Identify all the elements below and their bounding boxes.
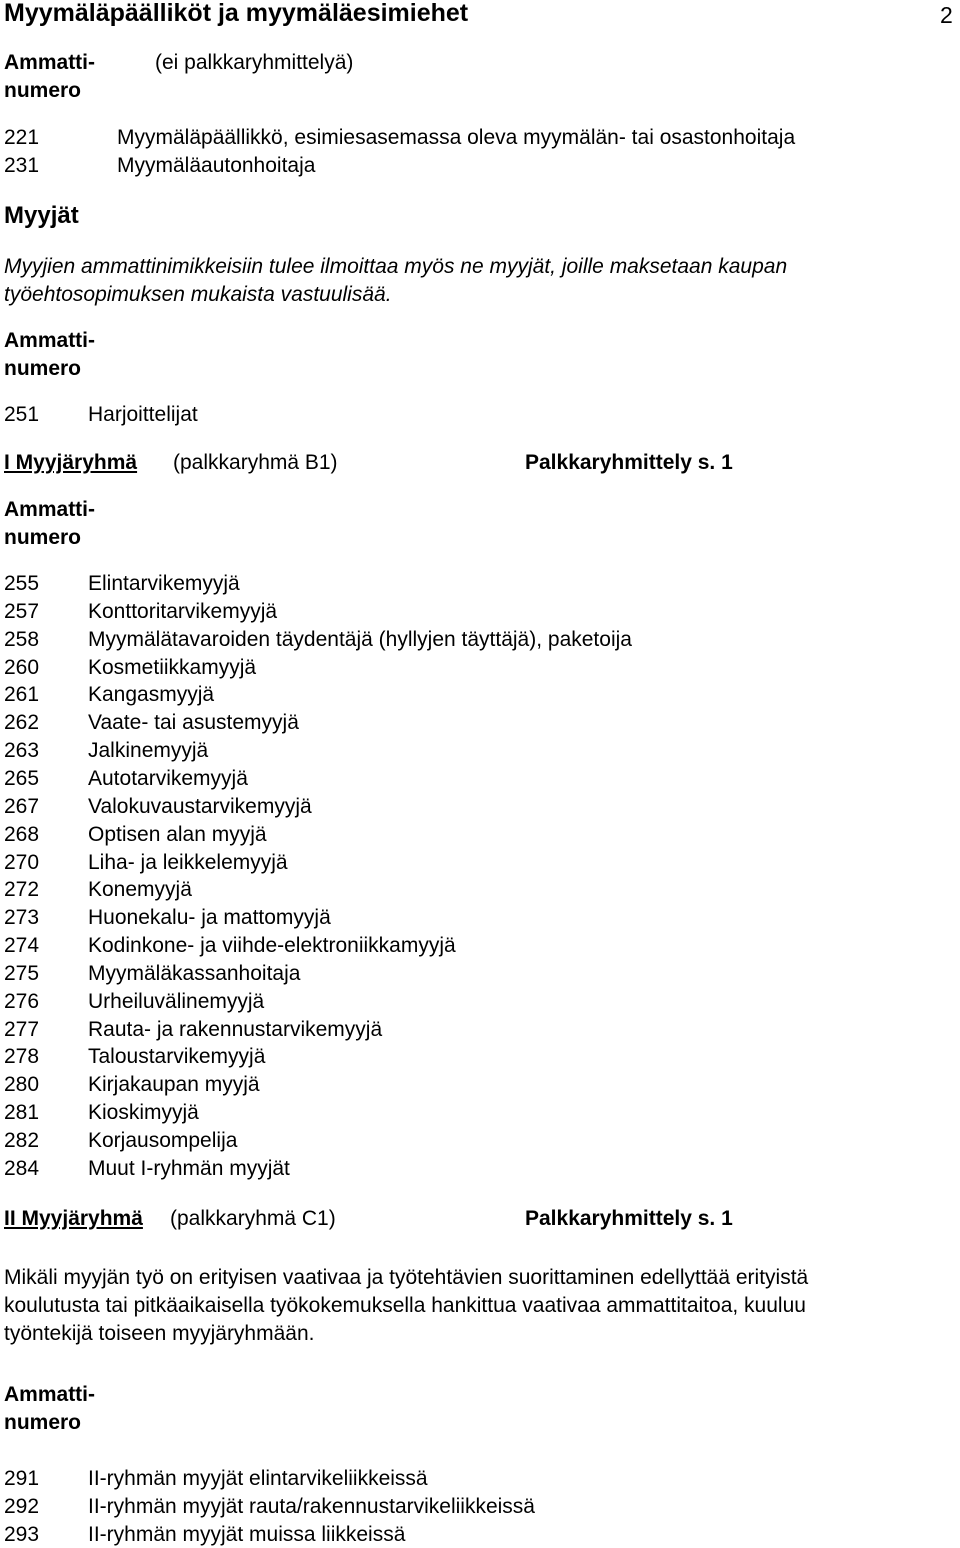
occupation-title: Myymäläpäällikkö, esimiesasemassa oleva myymälän- tai osastonhoitaja (117, 126, 796, 149)
sellers-intro-line: työehtosopimuksen mukaista vastuulisää. (4, 283, 392, 306)
group-pay-group: (palkkaryhmä C1) (170, 1207, 336, 1230)
page-title: Myymäläpäälliköt ja myymäläesimiehet (4, 0, 469, 27)
occupation-code: 274 (4, 934, 40, 958)
occupation-title: Huonekalu- ja mattomyyjä (88, 906, 331, 930)
occupation-title: II-ryhmän myyjät rauta/rakennustarvikeliikkeissä (88, 1495, 535, 1518)
sellers-intro-line: Myyjien ammattinimikkeisiin tulee ilmoittaa myös ne myyjät, joille maksetaan kaupan (4, 255, 788, 278)
group2-description-line: työntekijä toiseen myyjäryhmään. (4, 1322, 315, 1345)
group-name: II Myyjäryhmä (4, 1207, 143, 1230)
occupation-code: 231 (4, 154, 40, 177)
occupation-code: 268 (4, 822, 40, 846)
occupation-title: Liha- ja leikkelemyyjä (88, 850, 288, 874)
occupation-title: Myymälätavaroiden täydentäjä (hyllyjen täyttäjä), paketoija (88, 627, 632, 651)
occupation-code: 261 (4, 683, 40, 707)
occupation-title: Jalkinemyyjä (88, 739, 209, 763)
group2-description-line: koulutusta tai pitkäaikaisella työkokemuksella hankittua vaativaa ammattitaitoa, kuuluu (4, 1294, 806, 1317)
occupation-code: 260 (4, 655, 40, 679)
occupation-code: 293 (4, 1523, 40, 1546)
occupation-code: 221 (4, 126, 40, 149)
occupation-code: 276 (4, 989, 40, 1013)
occupation-title: Elintarvikemyyjä (88, 572, 240, 595)
occupation-code: 275 (4, 961, 40, 985)
occupation-title: Muut I-ryhmän myyjät (88, 1156, 290, 1180)
group-name: I Myyjäryhmä (4, 451, 138, 474)
group2-description-line: Mikäli myyjän työ on erityisen vaativaa ja työtehtävien suorittaminen edellyttää erityistä (4, 1266, 809, 1289)
column-label-ammatti: Ammatti- (4, 329, 96, 352)
occupation-title: Harjoittelijat (88, 403, 198, 426)
occupation-code: 284 (4, 1156, 40, 1180)
occupation-title: Kosmetiikkamyyjä (88, 655, 257, 679)
column-label-ammatti: Ammatti- (4, 1383, 96, 1406)
section-heading-myyjat: Myyjät (4, 202, 79, 229)
occupation-title: Myymäläautonhoitaja (117, 154, 316, 177)
occupation-title: Urheiluvälinemyyjä (88, 989, 265, 1013)
occupation-code: 263 (4, 739, 40, 763)
occupation-code: 267 (4, 794, 40, 818)
occupation-title: Optisen alan myyjä (88, 822, 267, 846)
occupation-code: 291 (4, 1467, 40, 1490)
group-pay-group: (palkkaryhmä B1) (173, 451, 338, 474)
occupation-title: Kangasmyyjä (88, 683, 215, 707)
occupation-title: Vaate- tai asustemyyjä (88, 711, 299, 735)
occupation-title: Kodinkone- ja viihde-elektroniikkamyyjä (88, 934, 456, 958)
page-number: 2 (940, 2, 953, 28)
occupation-title: Konemyyjä (88, 878, 192, 902)
occupation-title: Valokuvaustarvikemyyjä (88, 794, 312, 818)
occupation-title: Kioskimyyjä (88, 1101, 199, 1125)
occupation-title: Rauta- ja rakennustarvikemyyjä (88, 1017, 383, 1041)
occupation-code: 270 (4, 850, 40, 874)
column-label-numero: numero (4, 79, 82, 102)
occupation-title: Konttoritarvikemyyjä (88, 599, 278, 623)
occupation-code: 281 (4, 1101, 40, 1125)
occupation-code: 273 (4, 906, 40, 930)
occupation-code: 258 (4, 627, 40, 651)
occupation-code: 280 (4, 1073, 40, 1097)
occupation-title: Myymäläkassanhoitaja (88, 961, 301, 985)
occupation-title: II-ryhmän myyjät muissa liikkeissä (88, 1523, 406, 1546)
occupation-code: 262 (4, 711, 40, 735)
occupation-code: 272 (4, 878, 40, 902)
column-label-ammatti: Ammatti- (4, 51, 96, 74)
occupation-code: 251 (4, 403, 40, 426)
occupation-code: 257 (4, 599, 40, 623)
occupation-code: 255 (4, 572, 40, 595)
group-reference: Palkkaryhmittely s. 1 (525, 1207, 733, 1230)
occupation-code: 282 (4, 1129, 40, 1152)
column-label-numero: numero (4, 357, 82, 380)
column-label-numero: numero (4, 1411, 82, 1434)
occupation-title: Taloustarvikemyyjä (88, 1045, 266, 1069)
occupation-code: 292 (4, 1495, 40, 1518)
occupation-title: Kirjakaupan myyjä (88, 1073, 260, 1097)
column-label-ammatti: Ammatti- (4, 498, 96, 521)
occupation-code: 278 (4, 1045, 40, 1069)
occupation-title: Autotarvikemyyjä (88, 766, 248, 790)
column-label-numero: numero (4, 526, 82, 549)
occupation-title: II-ryhmän myyjät elintarvikeliikkeissä (88, 1467, 428, 1490)
occupation-code: 265 (4, 766, 40, 790)
group-reference: Palkkaryhmittely s. 1 (525, 451, 733, 474)
pay-group-note: (ei palkkaryhmittelyä) (155, 51, 354, 74)
occupation-title: Korjausompelija (88, 1129, 238, 1152)
occupation-code: 277 (4, 1017, 40, 1041)
